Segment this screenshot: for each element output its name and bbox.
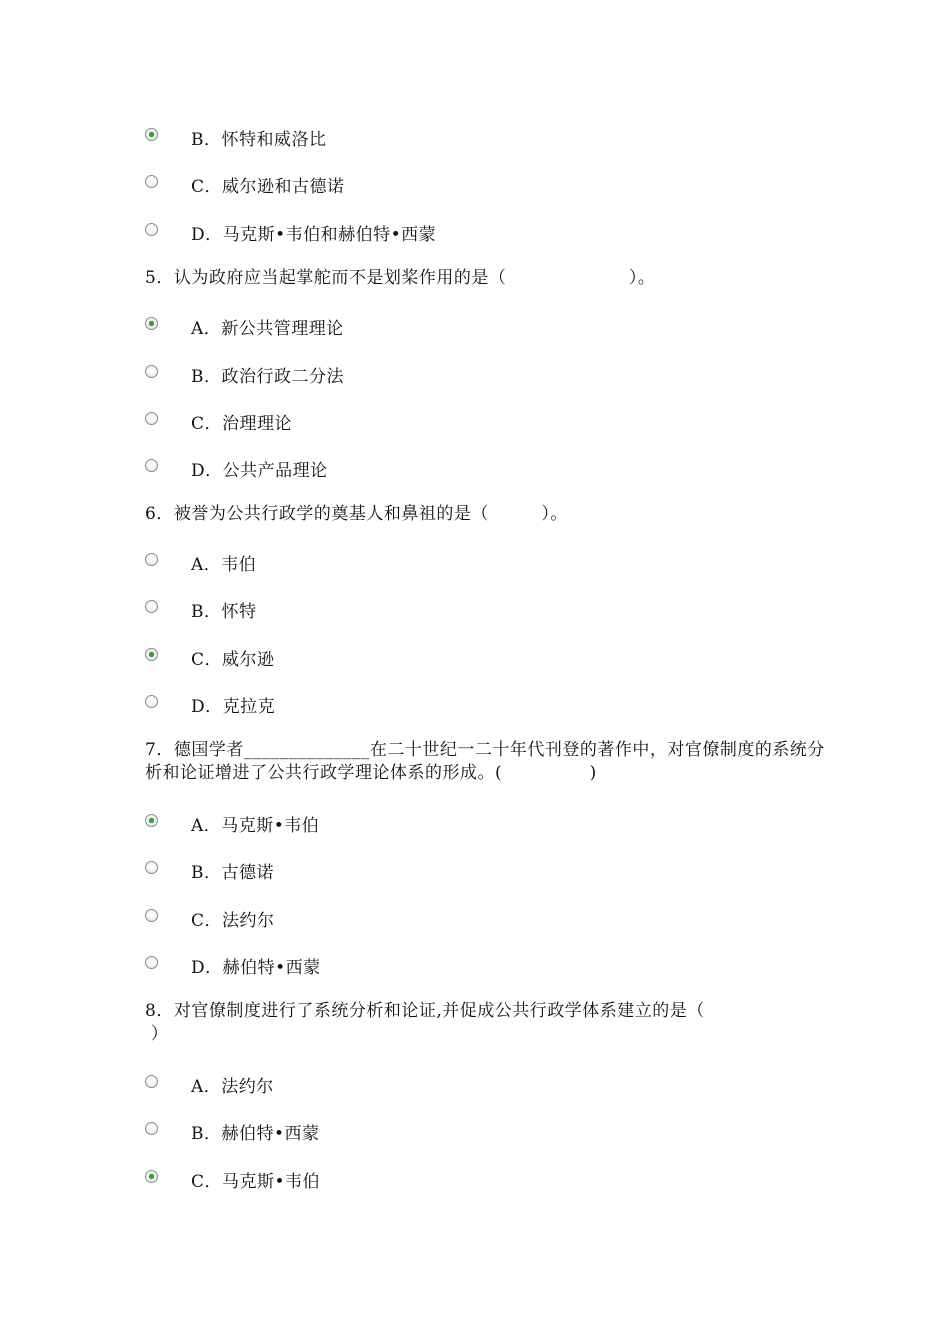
option-row[interactable] [145, 124, 327, 150]
radio-button-icon[interactable] [145, 175, 158, 188]
option-label: D．马克斯•韦伯和赫伯特•西蒙 [191, 224, 437, 245]
radio-button-checked-icon[interactable] [145, 814, 158, 827]
option-row[interactable] [145, 857, 274, 883]
radio-button-icon[interactable] [145, 909, 158, 922]
option-row[interactable] [145, 219, 436, 245]
option-label: B．怀特和威洛比 [191, 129, 327, 150]
option-label: A．法约尔 [191, 1076, 274, 1097]
option-label: D．赫伯特•西蒙 [191, 957, 321, 978]
option-row[interactable] [145, 455, 328, 481]
option-row[interactable] [145, 1166, 320, 1192]
radio-button-icon[interactable] [145, 412, 158, 425]
radio-button-icon[interactable] [145, 956, 158, 969]
option-row[interactable] [145, 171, 345, 197]
option-row[interactable] [145, 1118, 320, 1144]
option-row[interactable] [145, 361, 344, 387]
radio-button-icon[interactable] [145, 223, 158, 236]
radio-button-checked-icon[interactable] [145, 1170, 158, 1183]
option-row[interactable] [145, 644, 275, 670]
radio-button-checked-icon[interactable] [145, 317, 158, 330]
option-label: B．赫伯特•西蒙 [191, 1123, 320, 1144]
option-label: B．政治行政二分法 [191, 366, 344, 387]
radio-button-icon[interactable] [145, 459, 158, 472]
option-row[interactable] [145, 691, 275, 717]
option-label: A．韦伯 [191, 554, 257, 575]
option-label: A．新公共管理理论 [191, 318, 344, 339]
option-label: B．怀特 [191, 601, 257, 622]
radio-button-checked-icon[interactable] [145, 648, 158, 661]
option-row[interactable] [145, 408, 292, 434]
option-row[interactable] [145, 952, 321, 978]
question-text: 6．被誉为公共行政学的奠基人和鼻祖的是（ ）。 [145, 504, 568, 524]
option-label: C．威尔逊 [191, 649, 275, 670]
option-label: C．马克斯•韦伯 [191, 1171, 321, 1192]
option-row[interactable] [145, 810, 319, 836]
option-row[interactable] [145, 596, 257, 622]
option-label: C．威尔逊和古德诺 [191, 176, 345, 197]
radio-button-icon[interactable] [145, 1122, 158, 1135]
radio-button-icon[interactable] [145, 1075, 158, 1088]
option-row[interactable] [145, 313, 344, 339]
radio-button-icon[interactable] [145, 600, 158, 613]
option-row[interactable] [145, 905, 275, 931]
option-label: A．马克斯•韦伯 [191, 815, 320, 836]
option-label: D．公共产品理论 [191, 460, 328, 481]
question-text: 8．对官僚制度进行了系统分析和论证,并促成公共行政学体系建立的是（ ） [145, 1001, 705, 1044]
option-label: B．古德诺 [191, 862, 274, 883]
option-label: C．治理理论 [191, 413, 293, 434]
question-text: 5．认为政府应当起掌舵而不是划桨作用的是（ ）。 [145, 268, 656, 288]
radio-button-icon[interactable] [145, 861, 158, 874]
question-text: 7．德国学者______________在二十世纪一二十年代刊登的著作中，对官僚制度的系统分析和论证增进了公共行政学理论体系的形成。( ) [145, 740, 825, 783]
radio-button-checked-icon[interactable] [145, 128, 158, 141]
option-row[interactable] [145, 1071, 274, 1097]
radio-button-icon[interactable] [145, 365, 158, 378]
option-row[interactable] [145, 549, 256, 575]
radio-button-icon[interactable] [145, 695, 158, 708]
option-label: C．法约尔 [191, 910, 275, 931]
option-label: D．克拉克 [191, 696, 276, 717]
radio-button-icon[interactable] [145, 553, 158, 566]
